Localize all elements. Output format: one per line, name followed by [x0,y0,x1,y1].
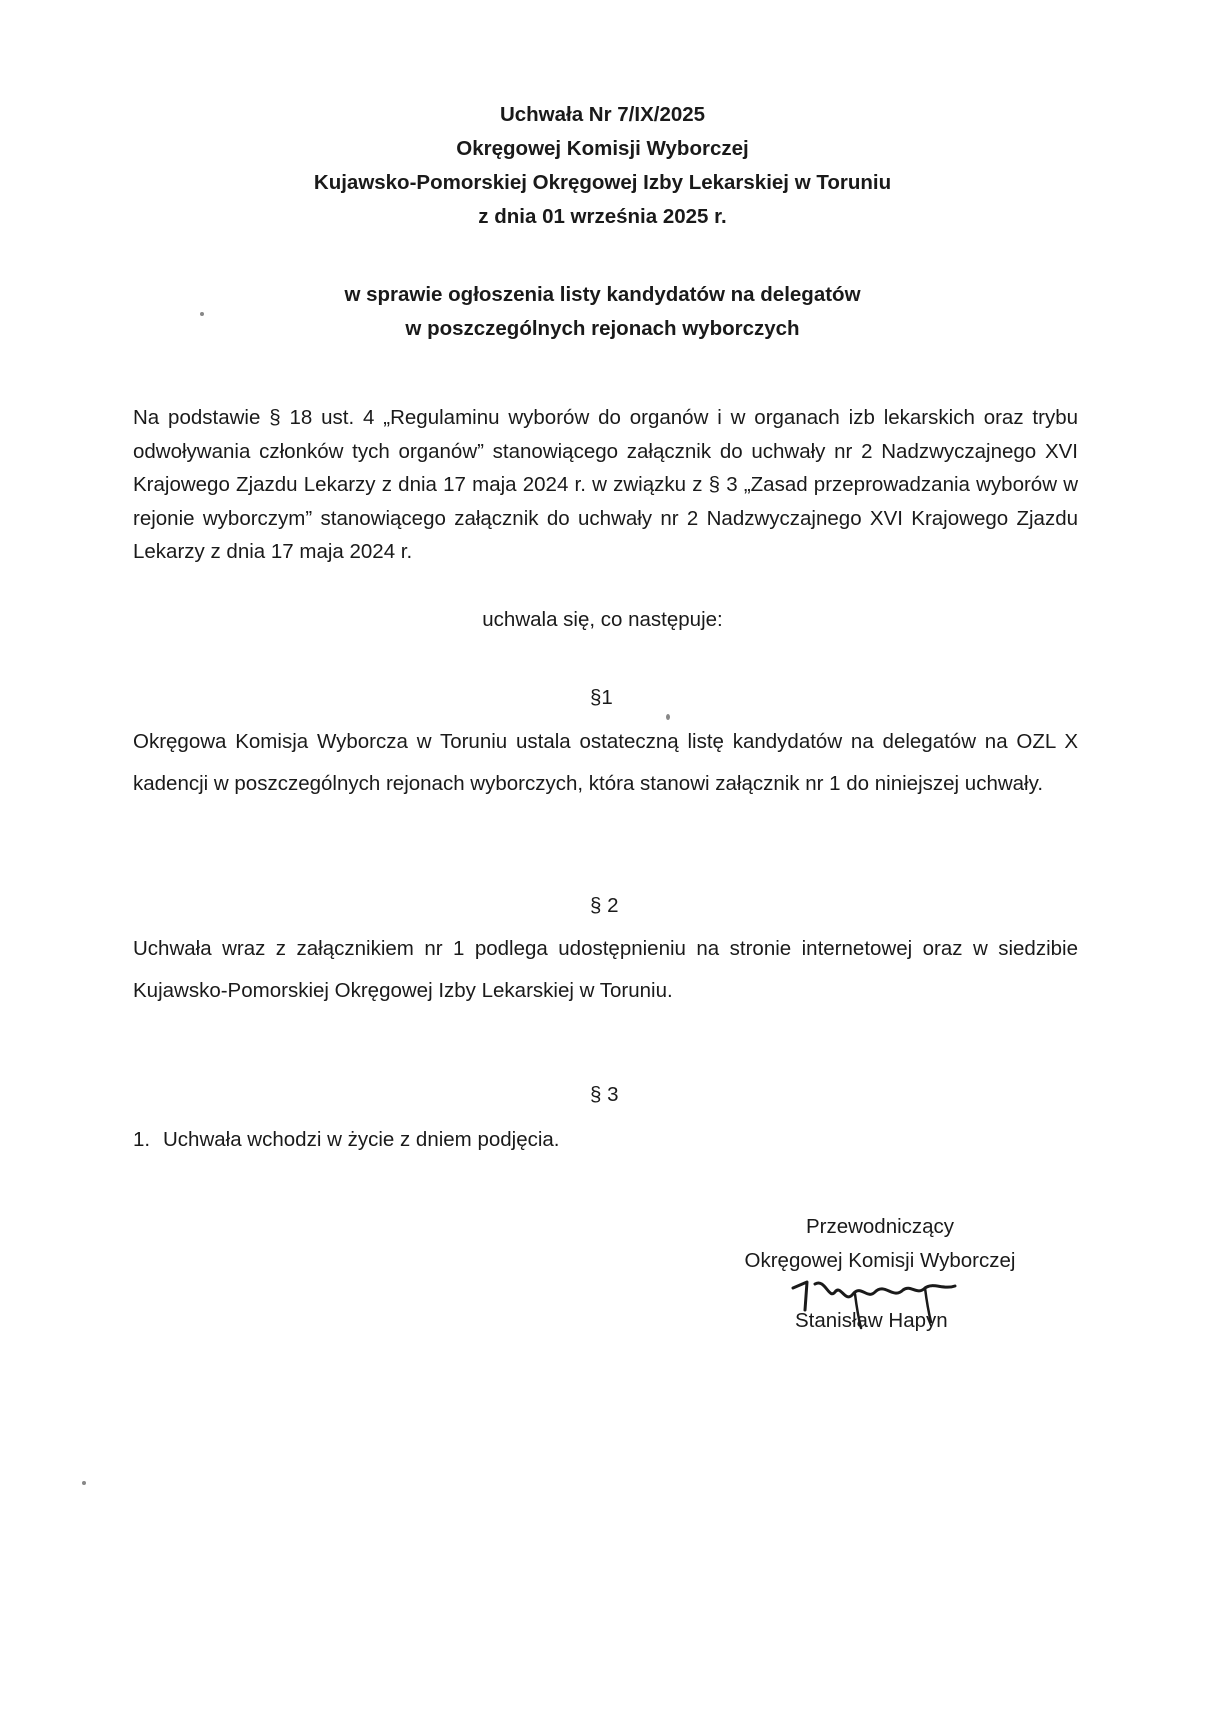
legal-basis-paragraph: Na podstawie § 18 ust. 4 „Regulaminu wyborów do organów i w organach izb lekarskich oraz trybu odwoływania członków tych organów” stanowiącego załącznik do uchwały nr 2 Nadzwyczajnego XVI Krajowego Zjazdu Lekarzy z dnia 17 maja 2024 r. w związku z § 3 „Zasad przeprowadzania wyborów w rejonie wyborczym” stanowiącego załącznik do uchwały nr 2 Nadzwyczajnego XVI Krajowego Zjazdu Lekarzy z dnia 17 maja 2024 r. [133,406,1078,563]
section-2-text: Uchwała wraz z załącznikiem nr 1 podlega udostępnieniu na stronie internetowej oraz w siedzibie Kujawsko-Pomorskiej Okręgowej Izby Lekarskiej w Toruniu. [133,937,1078,1002]
subject-line-1: w sprawie ogłoszenia listy kandydatów na delegatów [344,283,861,306]
resolution-number: Uchwała Nr 7/IX/2025 [499,103,706,126]
section-2-mark: § 2 [590,894,619,917]
signatory-body: Okręgowej Komisji Wyborczej [744,1249,1016,1272]
signature-block [720,1210,1040,1278]
signatory-title: Przewodniczący [805,1215,955,1238]
resolves-statement: uchwala się, co następuje: [482,608,723,631]
signatory-name: Stanisław Hapyn [795,1309,948,1332]
commission-name: Okręgowej Komisji Wyborczej [456,137,749,160]
section-3-mark: § 3 [590,1083,619,1106]
section-1-mark: §1 [590,686,613,709]
resolution-date: z dnia 01 września 2025 r. [478,205,727,228]
resolution-subject [0,278,1205,346]
scan-speck [82,1481,86,1485]
item-text: Uchwała wchodzi w życie z dniem podjęcia. [163,1128,560,1151]
chamber-name: Kujawsko-Pomorskiej Okręgowej Izby Lekarskiej w Toruniu [313,171,892,194]
item-number: 1. [133,1128,151,1151]
handwritten-signature-icon [785,1270,985,1330]
scan-speck [200,312,204,316]
section-1-text: Okręgowa Komisja Wyborcza w Toruniu ustala ostateczną listę kandydatów na delegatów na OZL X kadencji w poszczególnych rejonach wyborczych, która stanowi załącznik nr 1 do niniejszej uchwały. [133,730,1078,795]
scan-speck [666,714,670,720]
subject-line-2: w poszczególnych rejonach wyborczych [405,317,800,340]
resolution-header [0,98,1205,234]
section-3-item-1 [133,1125,560,1155]
